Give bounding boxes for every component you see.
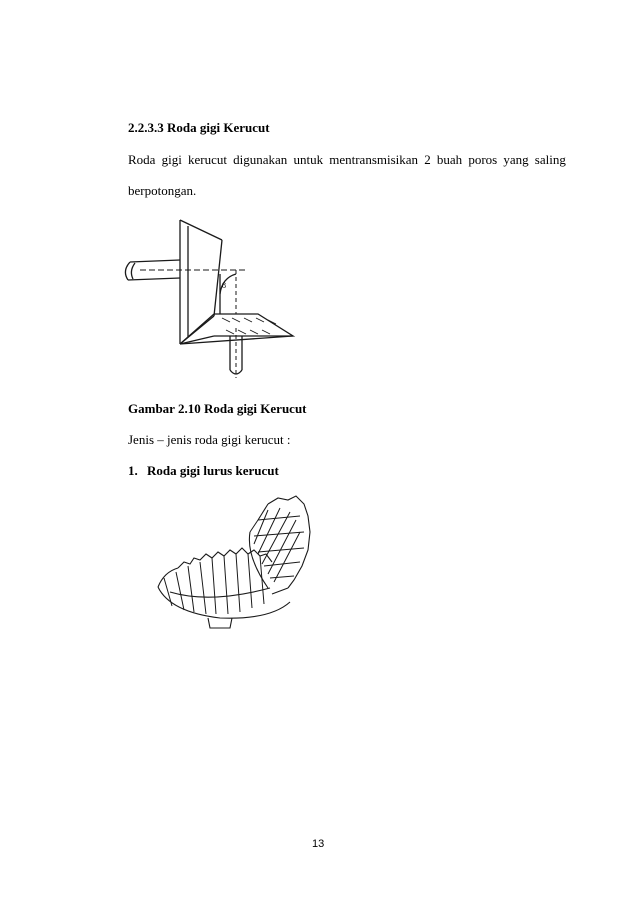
section-heading: 2.2.3.3 Roda gigi Kerucut — [128, 120, 270, 135]
paragraph-word: untuk — [293, 152, 324, 167]
paragraph-word: poros — [468, 152, 498, 167]
list-item-1 — [128, 463, 279, 479]
straight-bevel-gear-illustration — [150, 492, 320, 632]
diagram-label: 8 — [222, 281, 226, 290]
paragraph-word: saling — [534, 152, 566, 167]
paragraph-word: mentransmisikan — [329, 152, 419, 167]
page-number: 13 — [312, 838, 325, 850]
list-item-label: Roda gigi lurus kerucut — [147, 463, 279, 478]
paragraph-line-1 — [128, 152, 566, 168]
paragraph-word: digunakan — [233, 152, 288, 167]
paragraph-word: kerucut — [188, 152, 227, 167]
paragraph-word: 2 — [424, 152, 431, 167]
list-item-number: 1. — [128, 463, 138, 478]
types-intro: Jenis – jenis roda gigi kerucut : — [128, 432, 291, 447]
paragraph-word: yang — [503, 152, 529, 167]
paragraph-word: Roda — [128, 152, 156, 167]
bevel-gear-schematic-diagram — [118, 212, 318, 382]
figure-caption: Gambar 2.10 Roda gigi Kerucut — [128, 401, 307, 416]
paragraph-word: buah — [436, 152, 463, 167]
paragraph-line-2: berpotongan. — [128, 183, 197, 198]
paragraph-word: gigi — [161, 152, 182, 167]
